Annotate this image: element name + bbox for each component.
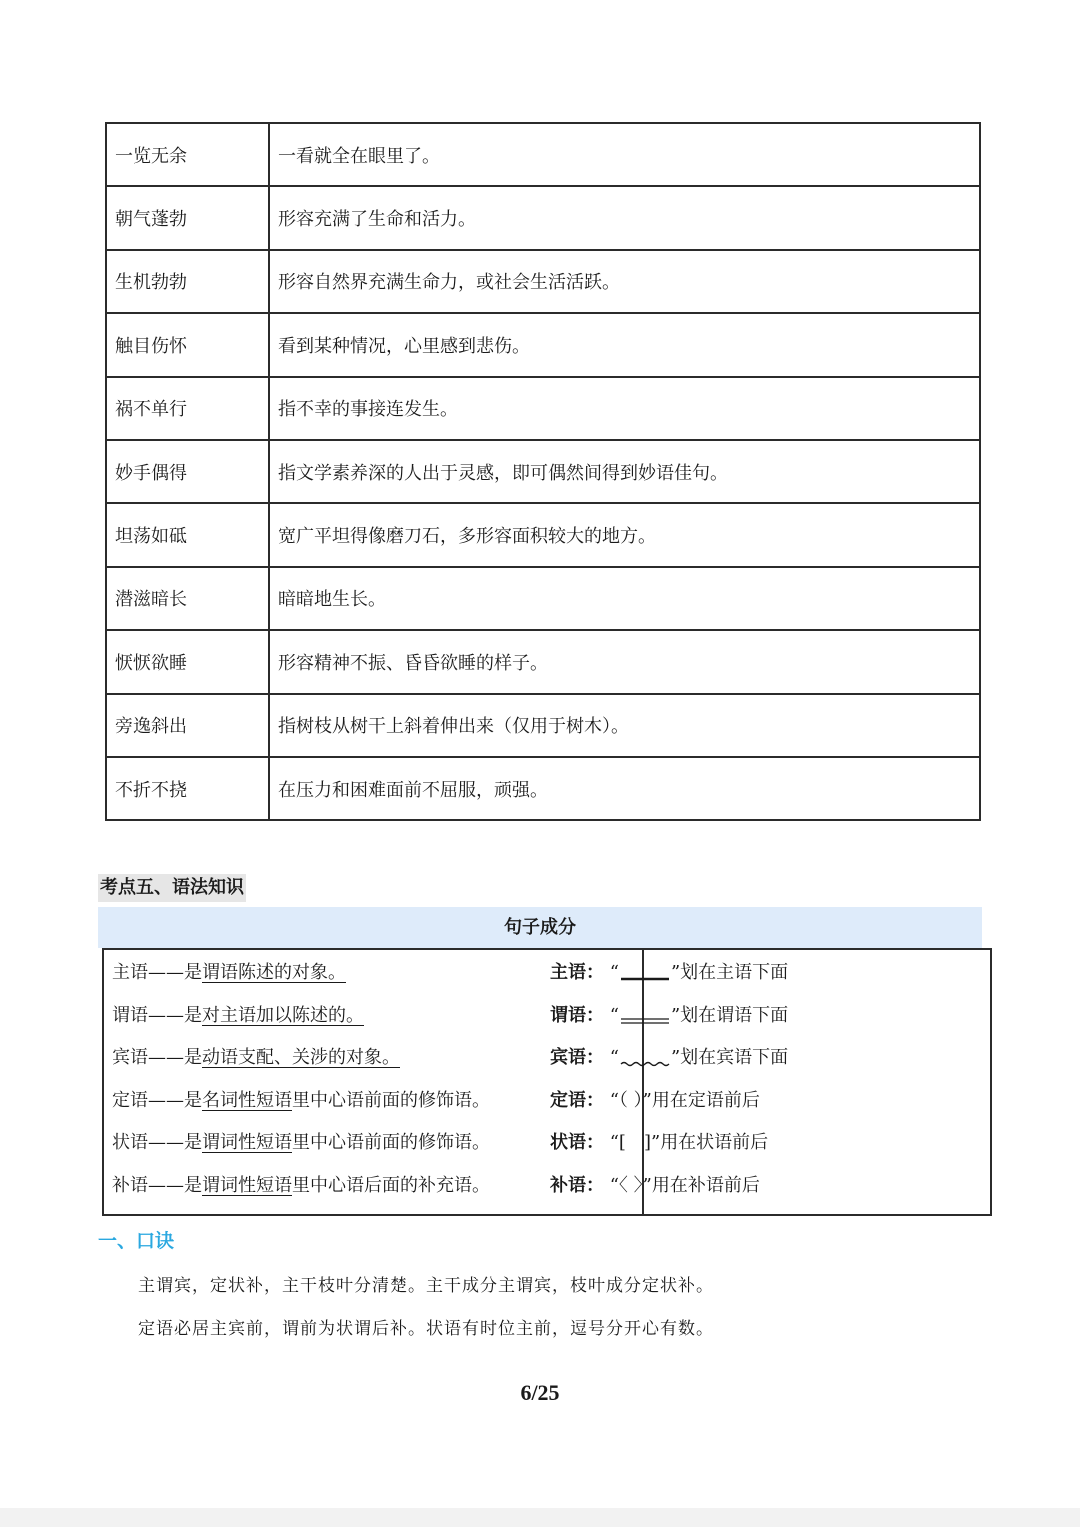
grammar-definition: 谓语——是对主语加以陈述的。: [112, 1005, 364, 1026]
grammar-table-header: 句子成分: [98, 907, 982, 948]
solid-underline-mark: [619, 963, 671, 983]
idiom-row: [106, 694, 980, 757]
idiom-definition: 指不幸的事接连发生。: [269, 377, 980, 440]
idiom-term: 生机勃勃: [106, 250, 269, 313]
idiom-term: 妙手偶得: [106, 440, 269, 503]
idiom-definition: 一看就全在眼里了。: [269, 123, 980, 186]
grammar-definition: 补语——是谓词性短语里中心语后面的补充语。: [112, 1175, 490, 1196]
idiom-term: 朝气蓬勃: [106, 186, 269, 249]
idiom-term: 潜滋暗长: [106, 567, 269, 630]
idiom-definition: 形容精神不振、昏昏欲睡的样子。: [269, 630, 980, 693]
grammar-marking-subject: 主语： “ ”划在主语下面: [550, 962, 789, 983]
double-underline-mark: [619, 1006, 671, 1026]
idiom-row: [106, 503, 980, 566]
grammar-definition: 状语——是谓词性短语里中心语前面的修饰语。: [112, 1132, 490, 1153]
idiom-definition: 在压力和困难面前不屈服，顽强。: [269, 757, 980, 820]
grammar-marking-adverbial: 状语： “[ ]”用在状语前后: [550, 1132, 769, 1153]
idiom-term: 恹恹欲睡: [106, 630, 269, 693]
grammar-marking-complement: 补语： “〈 〉”用在补语前后: [550, 1175, 760, 1196]
mnemonic-line: 定语必居主宾前，谓前为状谓后补。状语有时位主前，逗号分开心有数。: [138, 1319, 714, 1339]
idiom-term: 旁逸斜出: [106, 694, 269, 757]
idiom-row: [106, 186, 980, 249]
idiom-row: [106, 377, 980, 440]
idiom-term: 一览无余: [106, 123, 269, 186]
mnemonic-heading: 一、口诀: [98, 1230, 175, 1252]
idiom-table: [105, 122, 981, 821]
grammar-definition: 主语——是谓语陈述的对象。: [112, 962, 346, 983]
page-bottom-band: [0, 1508, 1080, 1527]
idiom-term: 祸不单行: [106, 377, 269, 440]
idiom-row: [106, 250, 980, 313]
grammar-definition: 定语——是名词性短语里中心语前面的修饰语。: [112, 1090, 490, 1111]
idiom-term: 不折不挠: [106, 757, 269, 820]
idiom-definition: 看到某种情况，心里感到悲伤。: [269, 313, 980, 376]
idiom-row: [106, 630, 980, 693]
section-heading: 考点五、语法知识: [98, 874, 246, 902]
page-number: 6/25: [520, 1380, 560, 1405]
idiom-row: [106, 440, 980, 503]
idiom-row: [106, 567, 980, 630]
idiom-term: 触目伤怀: [106, 313, 269, 376]
grammar-marking-attributive: 定语： “（ ）”用在定语前后: [550, 1090, 760, 1111]
idiom-definition: 暗暗地生长。: [269, 567, 980, 630]
mnemonic-line: 主谓宾，定状补，主干枝叶分清楚。主干成分主谓宾，枝叶成分定状补。: [138, 1276, 714, 1296]
grammar-marking-predicate: 谓语： “ ”划在谓语下面: [550, 1005, 789, 1026]
grammar-definition: 宾语——是动语支配、关涉的对象。: [112, 1047, 400, 1068]
idiom-row: [106, 757, 980, 820]
idiom-definition: 指文学素养深的人出于灵感，即可偶然间得到妙语佳句。: [269, 440, 980, 503]
idiom-definition: 形容充满了生命和活力。: [269, 186, 980, 249]
idiom-row: [106, 123, 980, 186]
grammar-table: [102, 948, 992, 1216]
grammar-marking-object: 宾语： “ ”划在宾语下面: [550, 1047, 789, 1068]
idiom-definition: 形容自然界充满生命力，或社会生活活跃。: [269, 250, 980, 313]
wavy-underline-mark: [619, 1048, 671, 1068]
idiom-definition: 指树枝从树干上斜着伸出来（仅用于树木）。: [269, 694, 980, 757]
idiom-row: [106, 313, 980, 376]
idiom-definition: 宽广平坦得像磨刀石，多形容面积较大的地方。: [269, 503, 980, 566]
idiom-term: 坦荡如砥: [106, 503, 269, 566]
